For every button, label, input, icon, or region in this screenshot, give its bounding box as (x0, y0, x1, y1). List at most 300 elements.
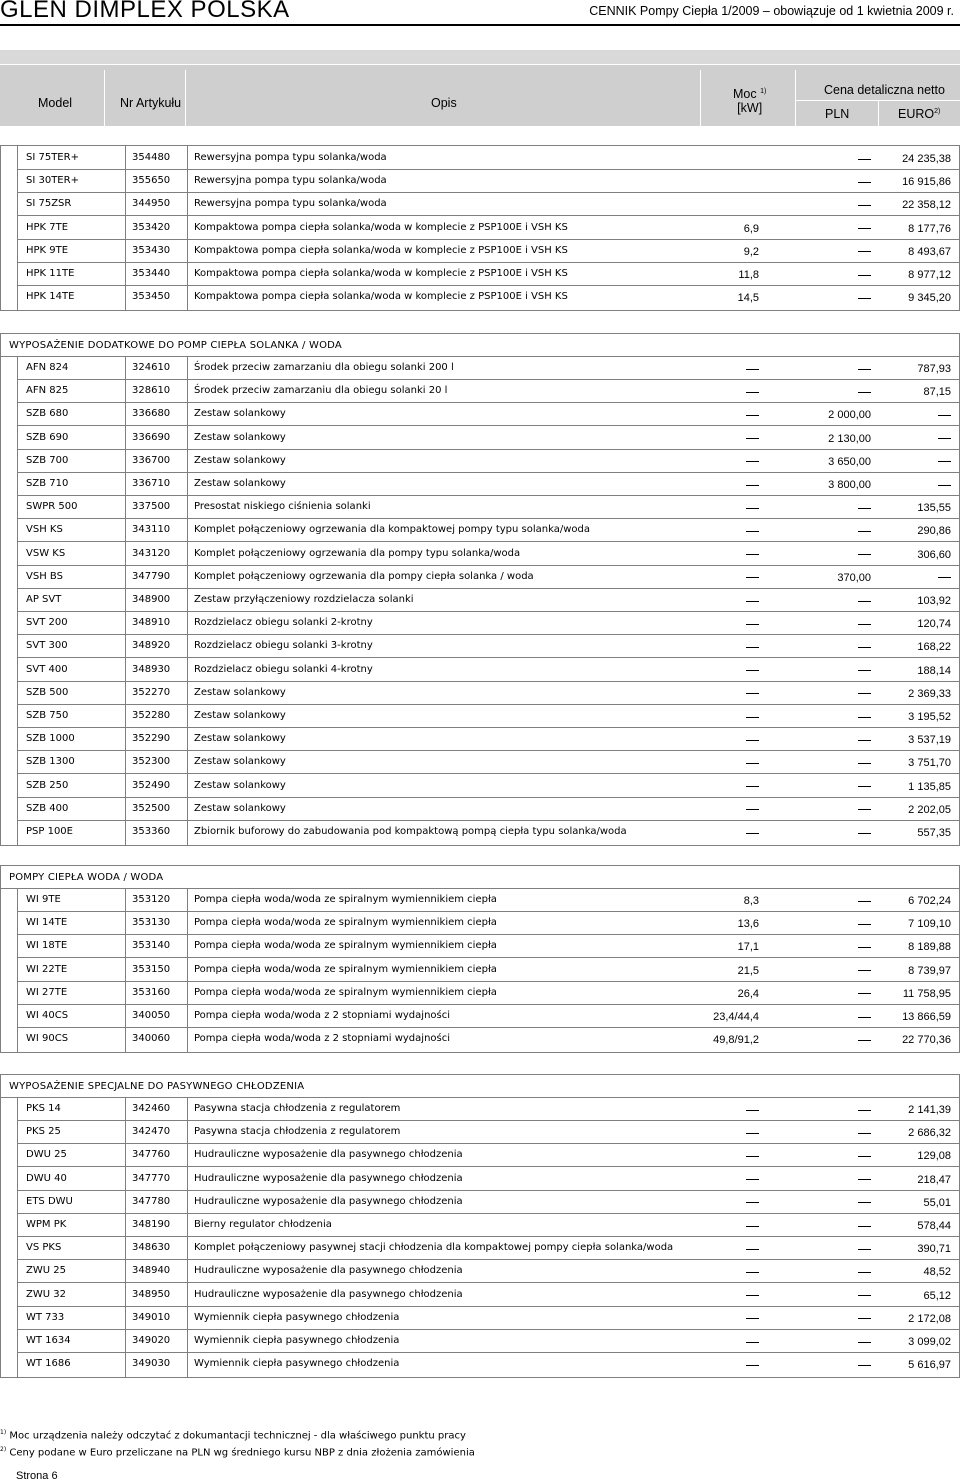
power-cell: 17,1 (737, 941, 759, 954)
price-pln-cell (858, 502, 871, 514)
power-cell (746, 502, 759, 514)
price-eur-cell: 9 345,20 (908, 292, 951, 305)
row-rule (17, 1166, 959, 1167)
dash-mark (746, 647, 759, 648)
row-rule (17, 541, 959, 542)
model-cell: SZB 1000 (26, 733, 75, 745)
article-number-cell: 344950 (132, 198, 171, 210)
article-number-cell: 347790 (132, 570, 171, 582)
dash-mark (746, 786, 759, 787)
price-pln-cell (858, 1150, 871, 1162)
price-eur-cell: 22 358,12 (902, 199, 951, 212)
description-cell: Zestaw solankowy (194, 454, 286, 466)
dash-mark (858, 205, 871, 206)
power-cell (746, 1359, 759, 1371)
dash-mark (858, 1179, 871, 1180)
price-pln-cell (858, 223, 871, 235)
model-cell: SZB 680 (26, 408, 69, 420)
power-cell: 8,3 (743, 895, 759, 907)
price-pln-cell (858, 1313, 871, 1325)
dash-mark (858, 670, 871, 671)
row-rule (17, 588, 959, 589)
model-cell: HPK 7TE (26, 221, 69, 233)
row-rule (17, 681, 959, 682)
price-pln-cell (858, 1266, 871, 1278)
row-rule (17, 402, 959, 403)
table-row (1, 983, 959, 1005)
row-rule (17, 518, 959, 519)
dash-mark (746, 415, 759, 416)
footnotes (0, 1426, 475, 1461)
description-cell: Zestaw solankowy (194, 408, 286, 420)
description-cell: Wymiennik ciepła pasywnego chłodzenia (194, 1335, 400, 1346)
row-rule (17, 1027, 959, 1028)
table-row (1, 241, 959, 263)
dash-mark (858, 693, 871, 694)
description-cell: Rewersyjna pompa typu solanka/woda (194, 152, 387, 163)
row-rule (17, 495, 959, 496)
article-number-cell: 353360 (132, 826, 171, 837)
row-rule (17, 1282, 959, 1283)
col-separator (700, 70, 701, 126)
table-row (1, 474, 959, 496)
power-cell (746, 665, 759, 677)
dash-mark (938, 485, 951, 486)
footnote-2-mark: 2) (0, 1446, 7, 1454)
dash-mark (746, 763, 759, 764)
model-cell: WT 733 (26, 1311, 65, 1323)
article-number-cell: 353420 (132, 221, 171, 233)
power-cell (746, 688, 759, 700)
table-row (1, 497, 959, 519)
article-number-cell: 349010 (132, 1311, 171, 1323)
dash-mark (858, 763, 871, 764)
price-pln-cell (858, 199, 871, 211)
description-cell: Pompa ciepła woda/woda z 2 stopniami wydajności (194, 1010, 451, 1021)
dash-mark (858, 993, 871, 994)
price-pln-cell (858, 176, 871, 188)
model-cell: WI 9TE (26, 894, 61, 905)
price-eur-cell: 390,71 (917, 1243, 951, 1256)
article-number-cell: 349020 (132, 1335, 171, 1346)
article-number-cell: 348190 (132, 1219, 171, 1230)
column-header-bar (0, 50, 960, 126)
table-row (1, 1308, 959, 1330)
model-cell: WI 27TE (26, 986, 68, 998)
model-cell: ZWU 25 (26, 1265, 66, 1277)
power-cell (746, 525, 759, 537)
price-pln-cell (858, 988, 871, 1000)
header-rule (0, 24, 960, 26)
description-cell: Hudrauliczne wyposażenie dla pasywnego chłodzenia (194, 1265, 463, 1277)
dash-mark (858, 531, 871, 532)
model-cell: SI 30TER+ (26, 175, 79, 187)
price-eur-cell: 3 195,52 (908, 711, 951, 723)
dash-mark (746, 438, 759, 439)
article-number-cell: 353130 (132, 917, 171, 929)
table-row (1, 683, 959, 705)
table-row (1, 194, 959, 216)
description-cell: Zestaw solankowy (194, 779, 286, 791)
article-number-cell: 343120 (132, 547, 171, 559)
table-row (1, 148, 959, 170)
power-cell (746, 1197, 759, 1209)
price-eur-cell: 8 493,67 (908, 245, 951, 258)
article-number-cell: 342460 (132, 1103, 171, 1114)
table-row (1, 264, 959, 286)
dash-mark (746, 1272, 759, 1273)
table-row (1, 218, 959, 240)
table-row (1, 799, 959, 821)
price-eur-cell: 557,35 (917, 827, 951, 839)
dash-mark (746, 833, 759, 834)
footnote-1-mark: 1) (0, 1429, 7, 1436)
article-number-cell: 348940 (132, 1265, 171, 1277)
power-cell (746, 433, 759, 445)
article-number-cell: 342470 (132, 1126, 171, 1138)
description-cell: Środek przeciw zamarzaniu dla obiegu solanki 20 l (194, 385, 448, 397)
model-cell: SVT 200 (26, 617, 68, 629)
col-model: Model (38, 96, 73, 110)
price-pln-cell (858, 918, 871, 930)
description-cell: Zbiornik buforowy do zabudowania pod kompaktową pompą ciepła typu solanka/woda (194, 826, 627, 837)
description-cell: Hudrauliczne wyposażenie dla pasywnego chłodzenia (194, 1149, 463, 1161)
dash-mark (858, 717, 871, 718)
dash-mark (746, 577, 759, 578)
price-eur-cell: 3 751,70 (908, 757, 951, 770)
col-euro (898, 107, 940, 121)
dash-mark (746, 1226, 759, 1227)
price-eur-cell: 2 202,05 (908, 803, 951, 816)
power-cell (746, 1290, 759, 1302)
row-rule (17, 657, 959, 658)
table-row (1, 404, 959, 426)
col-nr: Nr Artykułu (120, 96, 182, 110)
price-pln-cell: 2 000,00 (828, 409, 871, 422)
dash-mark (746, 1133, 759, 1134)
table-row (1, 590, 959, 612)
row-rule (17, 1190, 959, 1191)
article-number-cell: 336710 (132, 478, 171, 489)
description-cell: Komplet połączeniowy ogrzewania dla pompy typu solanka/woda (194, 547, 521, 559)
dash-mark (746, 624, 759, 625)
table-row (1, 1261, 959, 1283)
article-number-cell: 352270 (132, 686, 171, 698)
row-rule (17, 192, 959, 193)
article-number-cell: 353430 (132, 244, 171, 256)
article-number-cell: 336680 (132, 408, 171, 420)
price-eur-cell: 8 189,88 (908, 941, 951, 954)
price-pln-cell (858, 1127, 871, 1139)
model-cell: WPM PK (26, 1219, 67, 1230)
description-cell: Środek przeciw zamarzaniu dla obiegu solanki 200 l (194, 362, 454, 373)
dash-mark (858, 1365, 871, 1366)
model-cell: SZB 500 (26, 686, 69, 698)
brand-title: GLEN DIMPLEX POLSKA (0, 0, 290, 23)
dash-mark (746, 1342, 759, 1343)
col-separator (104, 70, 105, 126)
article-number-cell: 348930 (132, 663, 171, 675)
price-pln-cell (858, 1220, 871, 1232)
dash-mark (858, 647, 871, 648)
article-number-cell: 353120 (132, 894, 171, 905)
power-cell: 9,2 (743, 245, 759, 258)
model-cell: HPK 14TE (26, 291, 75, 303)
model-cell: SWPR 500 (26, 501, 78, 513)
dash-mark (746, 369, 759, 370)
article-number-cell: 340050 (132, 1010, 171, 1021)
price-eur-cell: 103,92 (917, 595, 951, 607)
price-pln-cell (858, 1336, 871, 1348)
dash-mark (746, 809, 759, 810)
table-row (1, 1122, 959, 1144)
dash-mark (746, 554, 759, 555)
article-number-cell: 348910 (132, 617, 171, 629)
dash-mark (858, 159, 871, 160)
description-cell: Zestaw solankowy (194, 686, 286, 698)
header-stripe (0, 50, 960, 65)
price-pln-cell: 3 800,00 (828, 479, 871, 491)
article-number-cell: 353140 (132, 940, 171, 952)
price-eur-cell: 578,44 (917, 1220, 951, 1232)
power-cell (746, 618, 759, 630)
dash-mark (858, 1110, 871, 1111)
article-number-cell: 352300 (132, 756, 171, 768)
table-row (1, 776, 959, 798)
price-pln-cell (858, 1243, 871, 1255)
row-rule (17, 1004, 959, 1005)
description-cell: Zestaw solankowy (194, 733, 286, 745)
dash-mark (746, 1318, 759, 1319)
description-cell: Hudrauliczne wyposażenie dla pasywnego chłodzenia (194, 1288, 463, 1300)
col-euro-footnote: 2) (934, 107, 941, 115)
section-title: POMPY CIEPŁA WODA / WODA (9, 872, 164, 883)
col-separator (185, 70, 186, 126)
dash-mark (746, 1179, 759, 1180)
row-rule (17, 957, 959, 958)
dash-mark (746, 670, 759, 671)
model-cell: WI 40CS (26, 1010, 69, 1021)
price-eur-cell: 8 177,76 (908, 222, 951, 235)
description-cell: Zestaw solankowy (194, 710, 286, 721)
article-number-cell: 324610 (132, 362, 171, 373)
price-pln-cell (858, 757, 871, 769)
price-eur-cell: 6 702,24 (908, 895, 951, 907)
row-rule (17, 1120, 959, 1121)
price-eur-cell: 188,14 (917, 664, 951, 677)
row-rule (17, 215, 959, 216)
footnote-1 (0, 1426, 475, 1443)
article-number-cell: 328610 (132, 385, 171, 397)
dash-mark (746, 1156, 759, 1157)
description-cell: Hudrauliczne wyposażenie dla pasywnego chłodzenia (194, 1172, 463, 1184)
dash-mark (858, 601, 871, 602)
dash-mark (858, 554, 871, 555)
section-title: WYPOSAŻENIE DODATKOWE DO POMP CIEPŁA SOLANKA / WODA (9, 340, 342, 351)
price-eur-cell: 11 758,95 (902, 987, 951, 1000)
dash-mark (938, 415, 951, 416)
power-cell (746, 711, 759, 723)
price-pln-cell (858, 895, 871, 907)
description-cell: Kompaktowa pompa ciepła solanka/woda w komplecie z PSP100E i VSH KS (194, 244, 568, 256)
dash-mark (858, 970, 871, 971)
dash-mark (858, 1272, 871, 1273)
power-cell (746, 804, 759, 816)
price-eur-cell: 55,01 (923, 1196, 951, 1209)
price-pln-cell (858, 1197, 871, 1209)
table-row (1, 451, 959, 473)
price-eur-cell: 3 537,19 (908, 734, 951, 747)
dash-mark (746, 717, 759, 718)
table-row (1, 171, 959, 193)
price-eur-cell (938, 433, 951, 445)
price-eur-cell: 2 172,08 (908, 1312, 951, 1325)
dash-mark (938, 577, 951, 578)
row-rule (17, 797, 959, 798)
dash-mark (746, 1295, 759, 1296)
price-pln-cell (858, 549, 871, 561)
row-rule (17, 1306, 959, 1307)
description-cell: Pompa ciepła woda/woda ze spiralnym wymiennikiem ciepła (194, 894, 497, 905)
table-row (1, 1192, 959, 1214)
description-cell: Pasywna stacja chłodzenia z regulatorem (194, 1126, 401, 1138)
model-cell: WI 22TE (26, 963, 68, 975)
article-number-cell: 353450 (132, 291, 171, 303)
dash-mark (746, 693, 759, 694)
table-row (1, 381, 959, 403)
table-row (1, 1099, 959, 1121)
dash-mark (858, 1133, 871, 1134)
col-pln: PLN (825, 107, 850, 121)
description-cell: Hudrauliczne wyposażenie dla pasywnego chłodzenia (194, 1195, 463, 1207)
table-row (1, 1029, 959, 1051)
power-cell: 6,9 (743, 222, 759, 235)
power-cell (746, 734, 759, 746)
article-number-cell: 352280 (132, 710, 171, 721)
model-cell: VS PKS (26, 1242, 62, 1254)
power-cell (746, 409, 759, 421)
price-eur-cell: 48,52 (923, 1266, 951, 1279)
power-cell (746, 1104, 759, 1116)
power-cell (746, 1127, 759, 1139)
description-cell: Kompaktowa pompa ciepła solanka/woda w komplecie z PSP100E i VSH KS (194, 268, 568, 279)
power-cell (746, 827, 759, 839)
power-cell: 23,4/44,4 (713, 1011, 759, 1023)
col-moc (733, 87, 766, 115)
description-cell: Rozdzielacz obiegu solanki 2-krotny (194, 617, 373, 629)
dash-mark (858, 1040, 871, 1041)
footnote-2-text: Ceny podane w Euro przeliczane na PLN wg średniego kursu NBP z dnia złożenia zamówienia (9, 1447, 475, 1459)
page-number: Strona 6 (16, 1470, 58, 1482)
row-rule (17, 1259, 959, 1260)
row-rule (17, 1143, 959, 1144)
model-cell: SZB 400 (26, 802, 69, 814)
price-pln-cell (858, 734, 871, 746)
model-cell: WI 14TE (26, 917, 68, 929)
price-pln-cell (858, 804, 871, 816)
table-row (1, 428, 959, 450)
table-row (1, 706, 959, 728)
price-pln-cell (858, 1034, 871, 1046)
dash-mark (858, 508, 871, 509)
row-rule (17, 634, 959, 635)
row-rule (17, 285, 959, 286)
dash-mark (858, 1156, 871, 1157)
model-cell: SZB 1300 (26, 756, 75, 768)
price-pln-cell (858, 711, 871, 723)
table-row (1, 1215, 959, 1237)
row-rule (17, 449, 959, 450)
table-row (1, 752, 959, 774)
description-cell: Presostat niskiego ciśnienia solanki (194, 501, 371, 513)
price-pln-cell (858, 641, 871, 653)
model-cell: ZWU 32 (26, 1288, 66, 1300)
power-cell (746, 363, 759, 375)
price-eur-cell: 135,55 (917, 502, 951, 515)
article-number-cell: 352490 (132, 779, 171, 791)
price-eur-cell (938, 572, 951, 584)
article-number-cell: 347770 (132, 1172, 171, 1184)
table-row (1, 613, 959, 635)
col-moc-footnote: 1) (760, 87, 767, 95)
price-eur-cell: 24 235,38 (902, 153, 951, 165)
table-section (0, 865, 960, 1053)
description-cell: Zestaw solankowy (194, 756, 286, 768)
table-row (1, 358, 959, 380)
article-number-cell: 353150 (132, 963, 171, 975)
dash-mark (746, 392, 759, 393)
dash-mark (858, 1295, 871, 1296)
price-pln-cell (858, 965, 871, 977)
power-cell: 26,4 (737, 987, 759, 1000)
model-cell: SVT 300 (26, 640, 68, 652)
description-cell: Pompa ciepła woda/woda ze spiralnym wymiennikiem ciepła (194, 917, 497, 929)
model-cell: AP SVT (26, 594, 62, 605)
row-rule (17, 820, 959, 821)
table-section (0, 145, 960, 311)
row-rule (17, 981, 959, 982)
model-cell: WI 18TE (26, 940, 68, 952)
description-cell: Zestaw solankowy (194, 802, 286, 814)
power-cell (746, 1313, 759, 1325)
col-price-group: Cena detaliczna netto (824, 83, 945, 97)
dash-mark (858, 901, 871, 902)
col-opis: Opis (431, 96, 457, 110)
model-cell: SZB 750 (26, 710, 69, 721)
price-eur-cell: 13 866,59 (902, 1011, 951, 1023)
power-cell (746, 1220, 759, 1232)
table-row (1, 660, 959, 682)
dash-mark (746, 740, 759, 741)
power-cell (746, 549, 759, 561)
row-rule (17, 750, 959, 751)
col-separator (878, 100, 879, 126)
row-rule (17, 727, 959, 728)
model-cell: SZB 690 (26, 431, 69, 443)
price-list-title: CENNIK Pompy Ciepła 1/2009 – obowiązuje od 1 kwietnia 2009 r. (589, 4, 954, 18)
model-cell: VSH KS (26, 524, 63, 536)
row-rule (17, 611, 959, 612)
model-cell: HPK 9TE (26, 244, 69, 256)
dash-mark (858, 298, 871, 299)
dash-mark (746, 601, 759, 602)
power-cell (746, 456, 759, 468)
price-pln-cell: 2 130,00 (828, 432, 871, 445)
model-cell: WI 90CS (26, 1033, 69, 1045)
price-pln-cell (858, 781, 871, 793)
dash-mark (746, 461, 759, 462)
power-cell: 11,8 (738, 269, 759, 281)
